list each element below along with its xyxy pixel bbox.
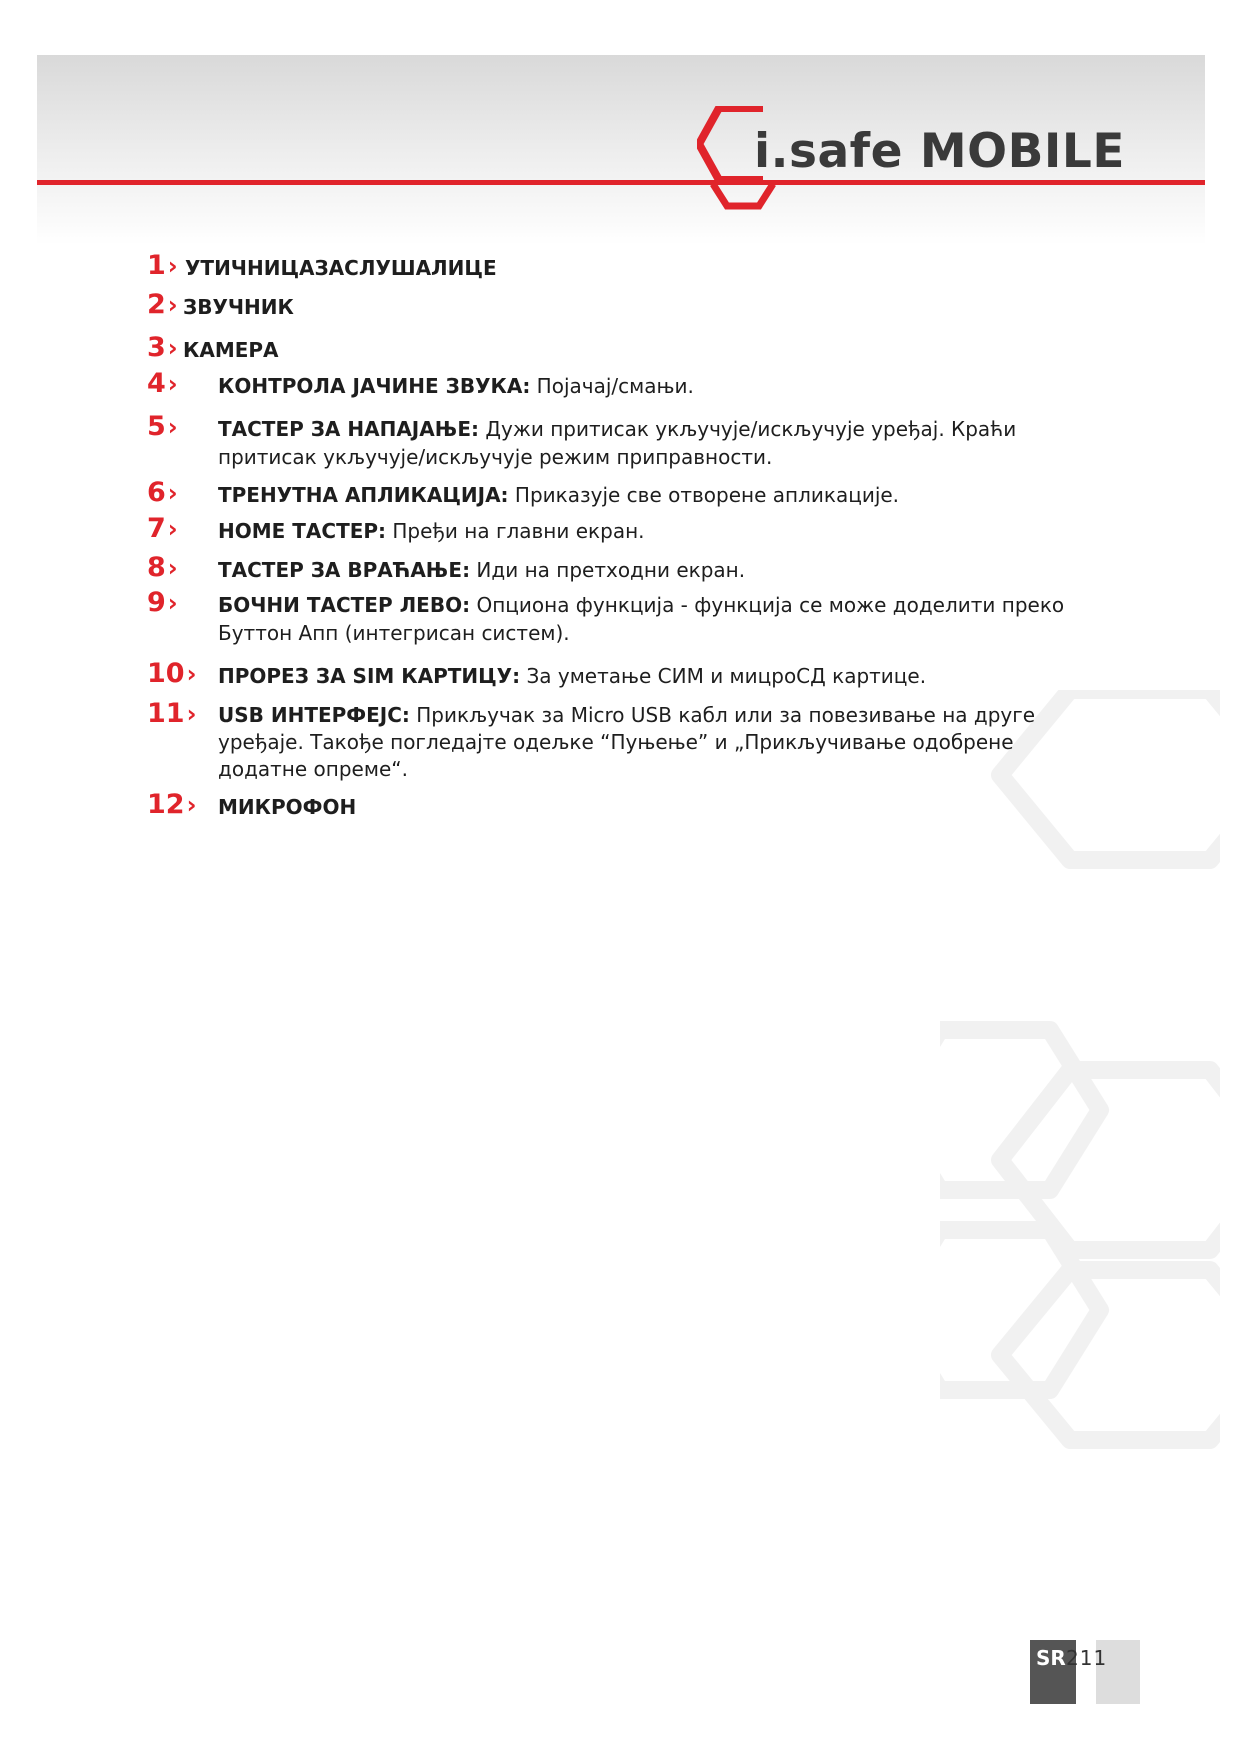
language-code: SR <box>1036 1646 1066 1670</box>
item-number: 7› <box>147 513 178 544</box>
item-title: КАМЕРА <box>183 338 279 362</box>
chevron-right-icon: › <box>167 413 178 441</box>
chevron-right-icon: › <box>167 334 178 362</box>
brand-logo-text: i.safe MOBILE <box>754 124 1125 179</box>
chevron-right-icon: › <box>167 515 178 543</box>
chevron-right-icon: › <box>167 370 178 398</box>
item-number: 4› <box>147 368 178 399</box>
item-text <box>218 372 1088 400</box>
item-number: 2› <box>147 289 178 320</box>
item-number: 3› <box>147 332 178 363</box>
item-title: HOME ТАСТЕР: <box>218 519 387 543</box>
item-title: БОЧНИ ТАСТЕР ЛЕВО: <box>218 593 471 617</box>
chevron-right-icon: › <box>167 252 178 280</box>
item-text <box>218 556 1088 584</box>
item-title: USB ИНТЕРФЕЈС: <box>218 703 410 727</box>
item-text <box>183 336 1053 364</box>
item-title: УТИЧНИЦАЗАСЛУШАЛИЦЕ <box>185 256 497 280</box>
item-text <box>218 481 1088 509</box>
item-text <box>218 793 1088 821</box>
item-number: 5› <box>147 411 178 442</box>
item-title: ТРЕНУТНА АПЛИКАЦИЈА: <box>218 483 509 507</box>
item-number: 8› <box>147 552 178 583</box>
item-description: Пређи на главни екран. <box>386 519 645 543</box>
item-description: Дужи притисак укључује/искључује уређај. Краћи притисак укључује/искључује режим приправности. <box>218 417 1017 469</box>
item-description: Појачај/смањи. <box>530 374 694 398</box>
item-text <box>183 293 1053 321</box>
item-number: 12› <box>147 789 197 820</box>
item-title: ЗВУЧНИК <box>183 295 294 319</box>
item-text <box>218 517 1088 545</box>
item-description: Прикључак за Micro USB кабл или за повезивање на друге уређаје. Такође погледајте одељке “Пуњење” и „Прикључивање одобрене додатне опреме“. <box>218 703 1036 781</box>
item-number: 6› <box>147 477 178 508</box>
chevron-right-icon: › <box>186 791 197 819</box>
item-text <box>218 702 1088 783</box>
item-number: 9› <box>147 587 178 618</box>
item-title: МИКРОФОН <box>218 795 357 819</box>
hexagon-pattern-icon <box>940 690 1220 1590</box>
item-description: Приказује све отворене апликације. <box>508 483 900 507</box>
chevron-right-icon: › <box>186 660 197 688</box>
item-title: ТАСТЕР ЗА НАПАЈАЊЕ: <box>218 417 479 441</box>
chevron-right-icon: › <box>167 291 178 319</box>
chevron-right-icon: › <box>167 589 178 617</box>
chevron-right-icon: › <box>167 554 178 582</box>
chevron-right-icon: › <box>186 700 197 728</box>
item-title: ПРОРЕЗ ЗА SIM КАРТИЦУ: <box>218 664 521 688</box>
item-number: 10› <box>147 658 197 689</box>
item-number: 1› <box>147 250 178 281</box>
item-description: Опциона функција - функција се може доделити преко Буттон Апп (интегрисан систем). <box>218 593 1065 645</box>
page-number: 211 <box>1066 1646 1108 1670</box>
item-description: Иди на претходни екран. <box>470 558 746 582</box>
item-text <box>185 254 1055 282</box>
chevron-right-icon: › <box>167 479 178 507</box>
page-number-tab <box>1030 1640 1140 1704</box>
item-title: КОНТРОЛА ЈАЧИНЕ ЗВУКА: <box>218 374 531 398</box>
item-text <box>218 662 1088 690</box>
item-description: За уметање СИМ и мицроСД картице. <box>520 664 927 688</box>
item-text <box>218 591 1088 647</box>
item-number: 11› <box>147 698 197 729</box>
item-title: ТАСТЕР ЗА ВРАЋАЊЕ: <box>218 558 471 582</box>
item-text <box>218 415 1088 471</box>
